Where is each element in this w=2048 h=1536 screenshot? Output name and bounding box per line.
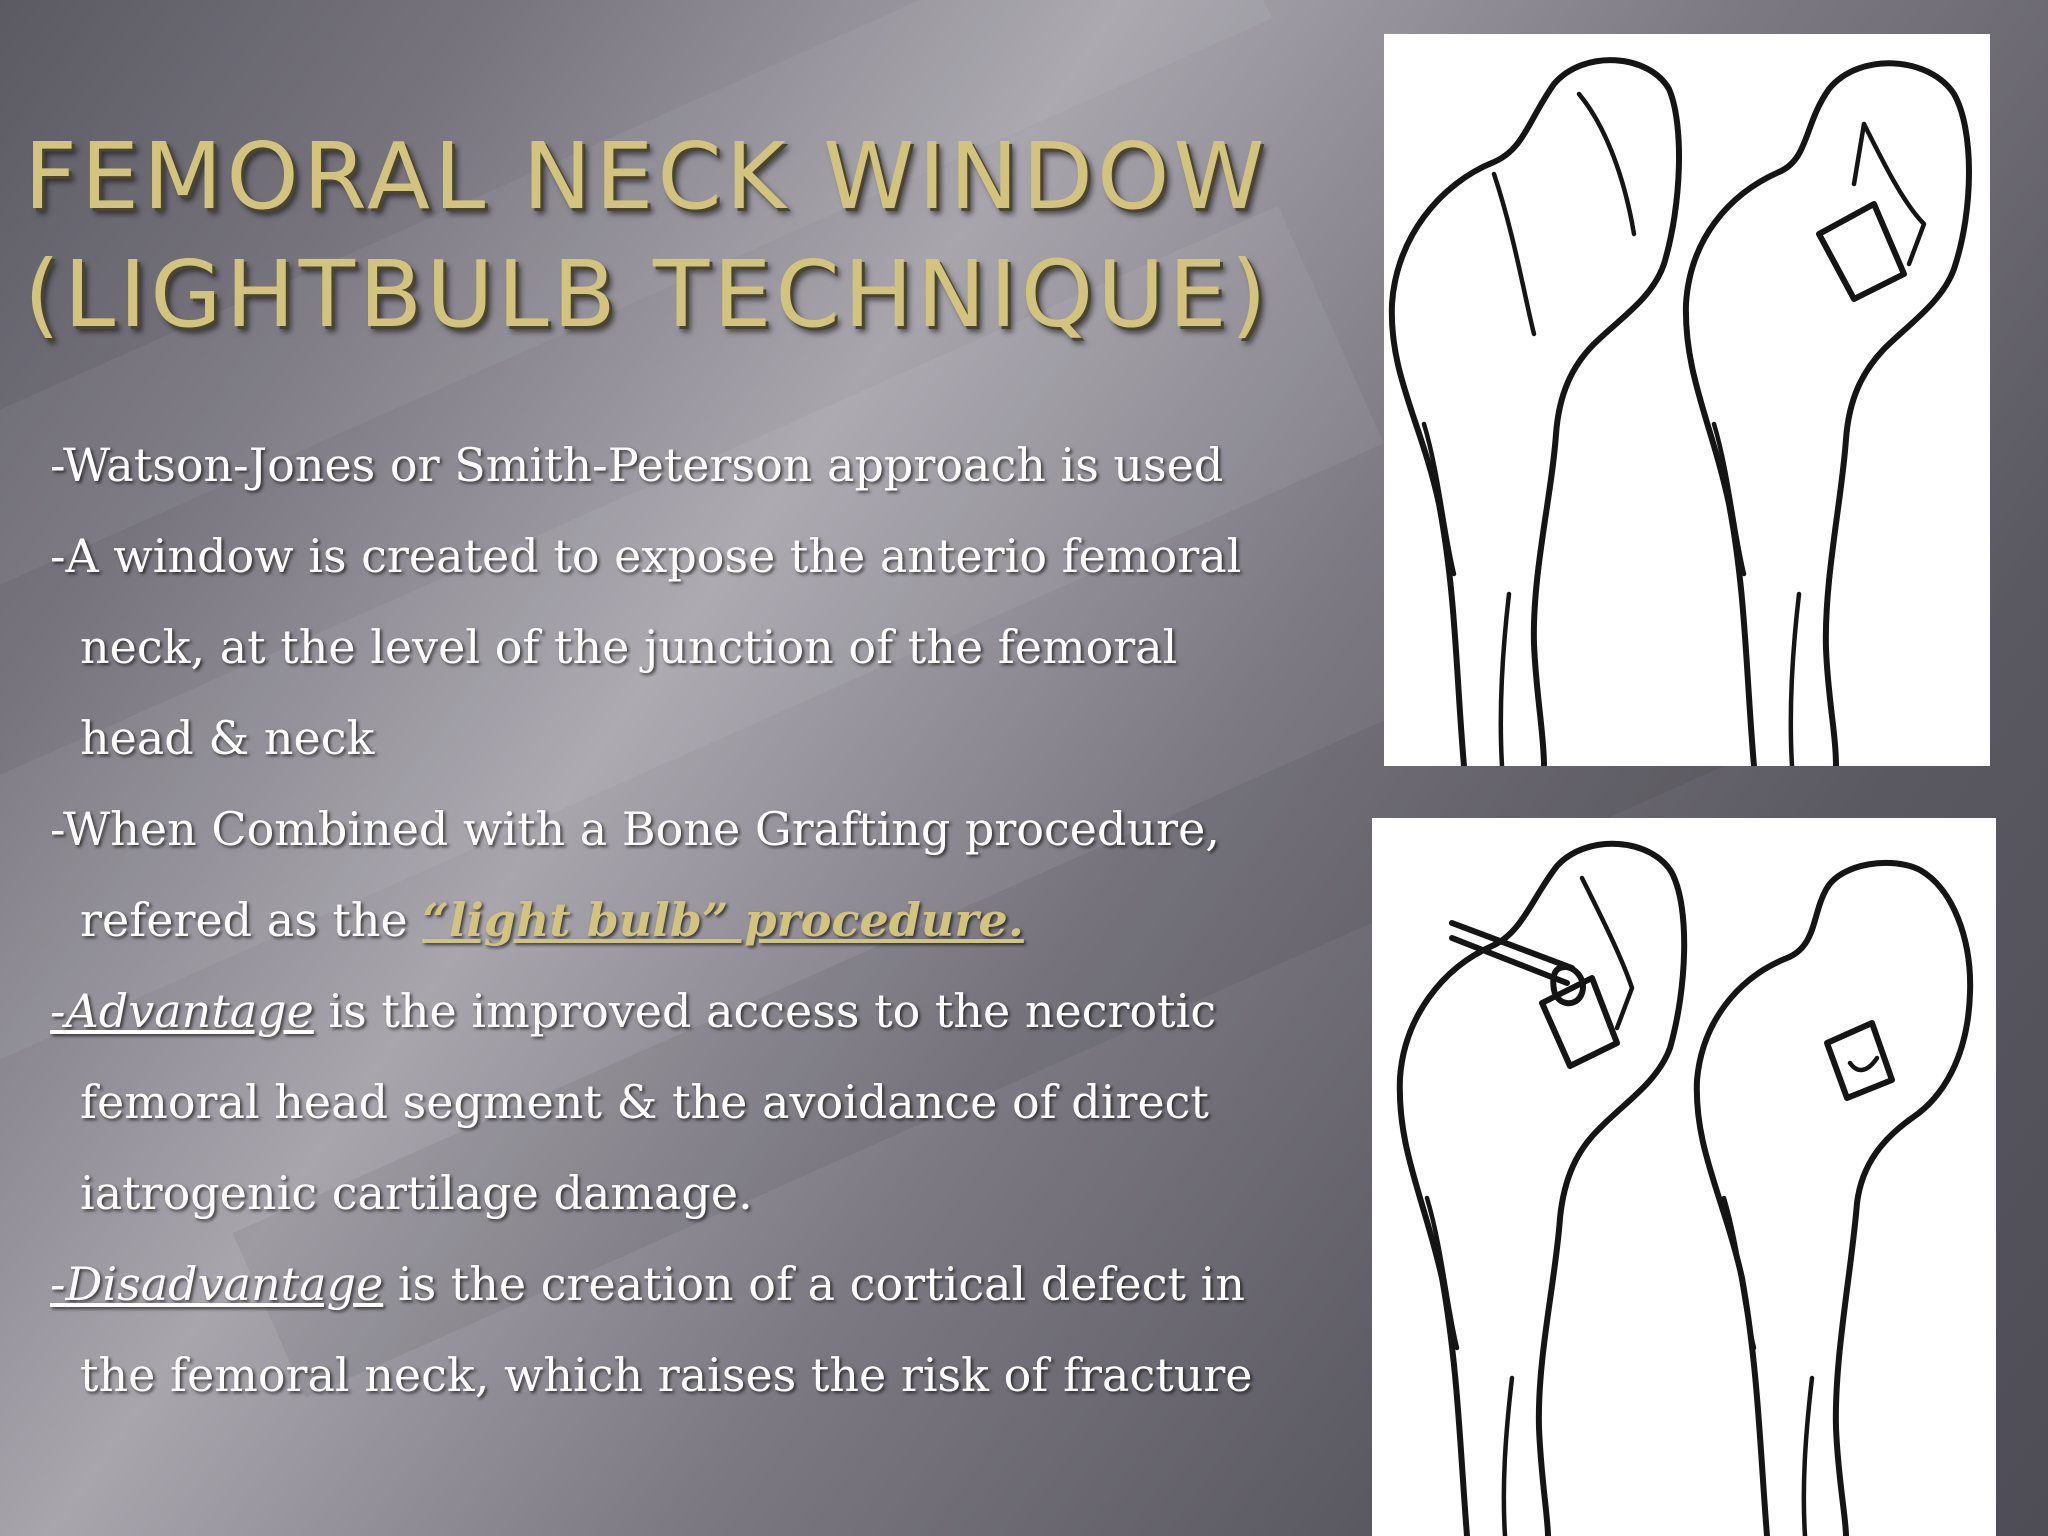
femur-outline xyxy=(1686,63,1969,766)
neck-window-icon xyxy=(1819,204,1904,299)
bullet-approach: -Watson-Jones or Smith-Peterson approach is used xyxy=(50,438,1224,492)
window-cut-line xyxy=(1854,124,1864,184)
bullet-advantage-line-3: iatrogenic cartilage damage. xyxy=(80,1166,753,1220)
femur-cortex-line xyxy=(1427,1198,1457,1348)
bullet-grafting-line-1: -When Combined with a Bone Grafting procedure, xyxy=(50,802,1220,856)
femur-drawing-bottom xyxy=(1372,818,1996,1536)
title-line-1: FEMORAL NECK WINDOW xyxy=(24,123,1269,230)
disadvantage-text: is the creation of a cortical defect in xyxy=(383,1257,1245,1311)
bullet-advantage-line-1 xyxy=(50,966,1350,1057)
bullet-disadvantage-line-1 xyxy=(50,1239,1350,1330)
disadvantage-marker: - xyxy=(50,1257,66,1311)
graft-check-icon xyxy=(1850,1058,1877,1070)
femur-inner-line xyxy=(1579,94,1634,234)
filled-window-icon xyxy=(1827,1023,1892,1098)
bullet-disadvantage-line-2: the femoral neck, which raises the risk of fracture xyxy=(80,1348,1253,1402)
femur-illustration-bottom xyxy=(1372,818,1996,1536)
advantage-marker: - xyxy=(50,984,66,1038)
femur-illustration-top xyxy=(1384,34,1990,766)
slide-title xyxy=(24,118,1354,354)
femur-outline xyxy=(1392,60,1679,766)
window-cut-line xyxy=(1864,124,1924,264)
femur-cortex-line xyxy=(1804,1378,1812,1536)
femur-cortex-line xyxy=(1791,594,1799,766)
bullet-window-line-1: -A window is created to expose the anterio femoral xyxy=(50,529,1242,583)
bullet-grafting-line-2 xyxy=(50,875,1350,966)
window-cut-line xyxy=(1582,878,1632,1028)
advantage-keyword: Advantage xyxy=(65,984,314,1038)
light-bulb-procedure-link[interactable]: “light bulb” procedure. xyxy=(422,893,1024,947)
femur-outline xyxy=(1697,863,1970,1536)
femur-cortex-line xyxy=(1424,424,1454,574)
grafting-prefix: refered as the xyxy=(80,893,423,947)
femur-outline xyxy=(1400,844,1684,1536)
femur-cortex-line xyxy=(1714,424,1744,574)
femur-inner-line xyxy=(1494,174,1534,334)
disadvantage-keyword: Disadvantage xyxy=(65,1257,384,1311)
femur-cortex-line xyxy=(1504,1378,1512,1536)
bullet-window-line-3: head & neck xyxy=(80,711,375,765)
femur-cortex-line xyxy=(1501,594,1509,766)
title-line-2: (LIGHTBULB TECHNIQUE) xyxy=(24,241,1271,348)
slide-body xyxy=(50,420,1350,1421)
femur-cortex-line xyxy=(1724,1198,1754,1348)
bullet-window-line-2: neck, at the level of the junction of the femoral xyxy=(80,620,1178,674)
femur-drawing-top xyxy=(1384,34,1990,766)
bullet-advantage-line-2: femoral head segment & the avoidance of direct xyxy=(80,1075,1209,1129)
advantage-text: is the improved access to the necrotic xyxy=(313,984,1217,1038)
